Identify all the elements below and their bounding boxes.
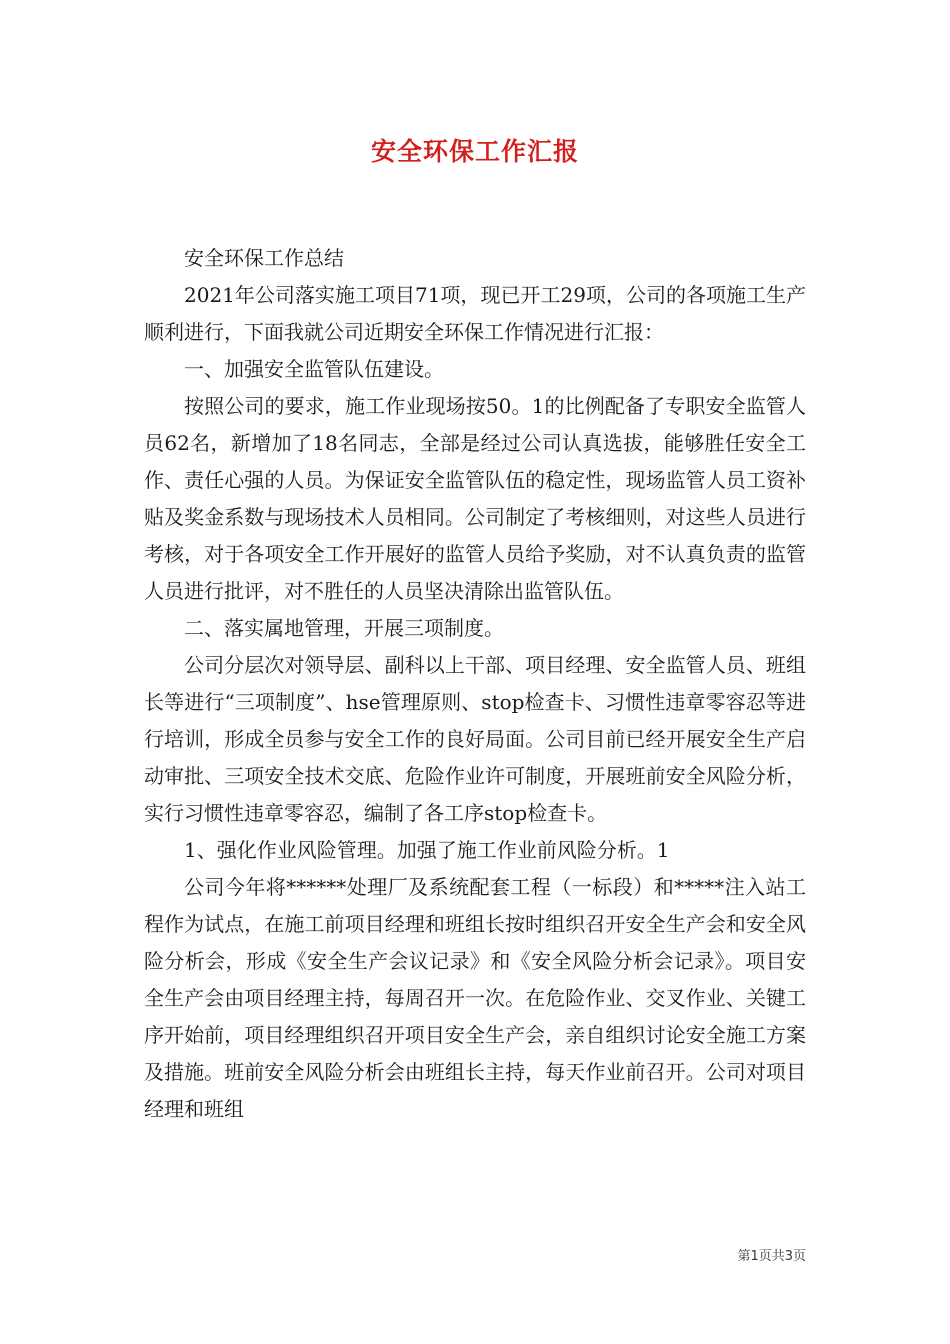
paragraph-intro: 2021年公司落实施工项目71项，现已开工29项，公司的各项施工生产顺利进行，下面我就公司近期安全环保工作情况进行汇报： (144, 283, 806, 344)
document-body (144, 240, 806, 1128)
page-number: 第1页共3页 (737, 1249, 806, 1264)
paragraph-subsection-1: 公司今年将******处理厂及系统配套工程（一标段）和*****注入站工程作为试点，在施工前项目经理和班组长按时组织召开安全生产会和安全风险分析会，形成《安全生产会议记录》和《安全风险分析会记录》。项目安全生产会由项目经理主持，每周召开一次。在危险作业、交叉作业、关键工序开始前，项目经理组织召开项目安全生产会，亲自组织讨论安全施工方案及措施。班前安全风险分析会由班组长主持，每天作业前召开。公司对项目经理和班组 (144, 875, 806, 1121)
document-subtitle: 安全环保工作总结 (184, 246, 344, 270)
document-title: 安全环保工作汇报 (370, 137, 579, 166)
section-heading-2: 二、落实属地管理，开展三项制度。 (184, 616, 504, 640)
paragraph-section-1: 按照公司的要求，施工作业现场按50。1的比例配备了专职安全监管人员62名，新增加了18名同志，全部是经过公司认真选拔，能够胜任安全工作、责任心强的人员。为保证安全监管队伍的稳定性，现场监管人员工资补贴及奖金系数与现场技术人员相同。公司制定了考核细则，对这些人员进行考核，对于各项安全工作开展好的监管人员给予奖励，对不认真负责的监管人员进行批评，对不胜任的人员坚决清除出监管队伍。 (144, 394, 806, 603)
subsection-heading-1: 1、强化作业风险管理。加强了施工作业前风险分析。1 (184, 838, 670, 862)
paragraph-section-2: 公司分层次对领导层、副科以上干部、项目经理、安全监管人员、班组长等进行“三项制度”、hse管理原则、stop检查卡、习惯性违章零容忍等进行培训，形成全员参与安全工作的良好局面。公司目前已经开展安全生产启动审批、三项安全技术交底、危险作业许可制度，开展班前安全风险分析，实行习惯性违章零容忍，编制了各工序stop检查卡。 (144, 653, 806, 825)
section-heading-1: 一、加强安全监管队伍建设。 (184, 357, 444, 381)
